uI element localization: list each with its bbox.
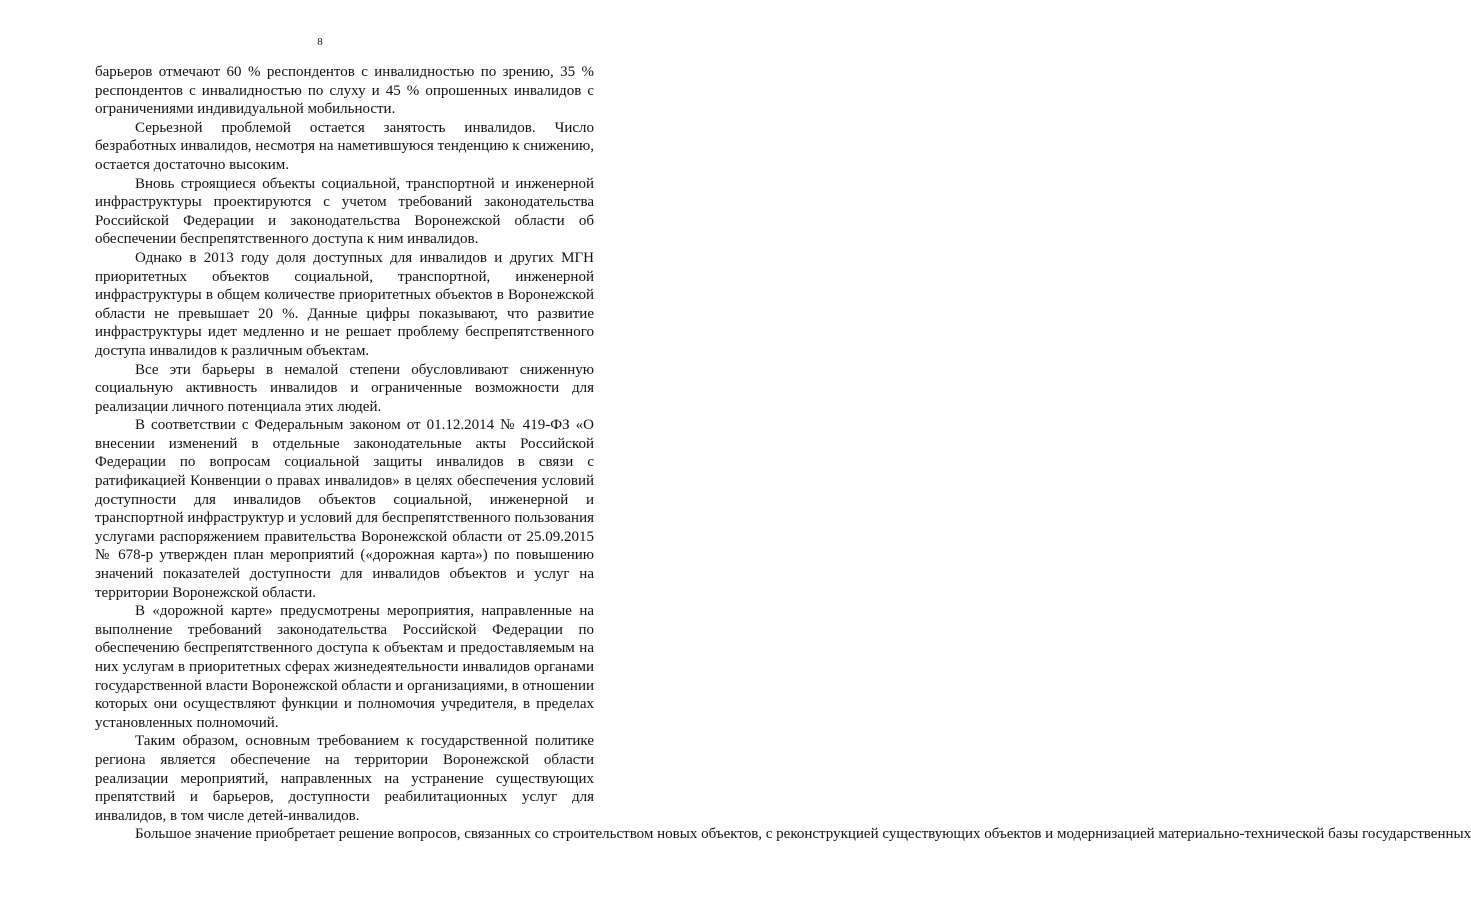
body-text xyxy=(95,63,1471,844)
paragraph-8: Таким образом, основным требованием к государственной политике региона является обеспечение на территории Воронежской области реализации мероприятий, направленных на устранение существующих препятствий и барьеров, доступности реабилитационных услуг для инвалидов, в том числе детей-инвалидов. xyxy=(95,733,594,824)
paragraph-5: Все эти барьеры в немалой степени обусловливают сниженную социальную активность инвалидов и ограниченные возможности для реализации личного потенциала этих людей. xyxy=(95,361,594,415)
paragraph-9: Большое значение приобретает решение вопросов, связанных со строительством новых объектов, с реконструкцией существующих объектов и модернизацией материально-технической базы государственных xyxy=(135,826,1471,843)
paragraph-7: В «дорожной карте» предусмотрены мероприятия, направленные на выполнение требований законодательства Российской Федерации по обеспечению беспрепятственного доступа к объектам и предоставляемым на них услугам в приоритетных сферах жизнедеятельности инвалидов органами государственной власти Воронежской области и организациями, в отношении которых они осуществляют функции и полномочия учредителя, в пределах установленных полномочий. xyxy=(95,603,595,731)
paragraph-1: барьеров отмечают 60 % респондентов с инвалидностью по зрению, 35 % респондентов с инвалидностью по слуху и 45 % опрошенных инвалидов с ограничениями индивидуальной мобильности. xyxy=(95,64,594,118)
paragraph-3: Вновь строящиеся объекты социальной, транспортной и инженерной инфраструктуры проектируются с учетом требований законодательства Российской Федерации и законодательства Воронежской области об обеспечении беспрепятственного доступа к ним инвалидов. xyxy=(95,175,594,248)
page-number: 8 xyxy=(317,36,323,48)
paragraph-6: В соответствии с Федеральным законом от 01.12.2014 № 419-ФЗ «О внесении изменений в отдельные законодательные акты Российской Федерации по вопросам социальной защиты инвалидов в связи с ратификацией Конвенции о правах инвалидов» в целях обеспечения условий доступности для инвалидов объектов социальной, инженерной и транспортной инфраструктур и условий для беспрепятственного пользования услугами распоряжением правительства Воронежской области от 25.09.2015 № 678-р утвержден план мероприятий («дорожная карта») по повышению значений показателей доступности для инвалидов объектов и услуг на территории Воронежской области. xyxy=(95,417,594,601)
paragraph-4: Однако в 2013 году доля доступных для инвалидов и других МГН приоритетных объектов социальной, транспортной, инженерной инфраструктуры в общем количестве приоритетных объектов в Воронежской области не превышает 20 %. Данные цифры показывают, что развитие инфраструктуры идет медленно и не решает проблему беспрепятственного доступа инвалидов к различным объектам. xyxy=(95,249,594,359)
paragraph-2: Серьезной проблемой остается занятость инвалидов. Число безработных инвалидов, несмотря на наметившуюся тенденцию к снижению, остается достаточно высоким. xyxy=(95,119,594,173)
